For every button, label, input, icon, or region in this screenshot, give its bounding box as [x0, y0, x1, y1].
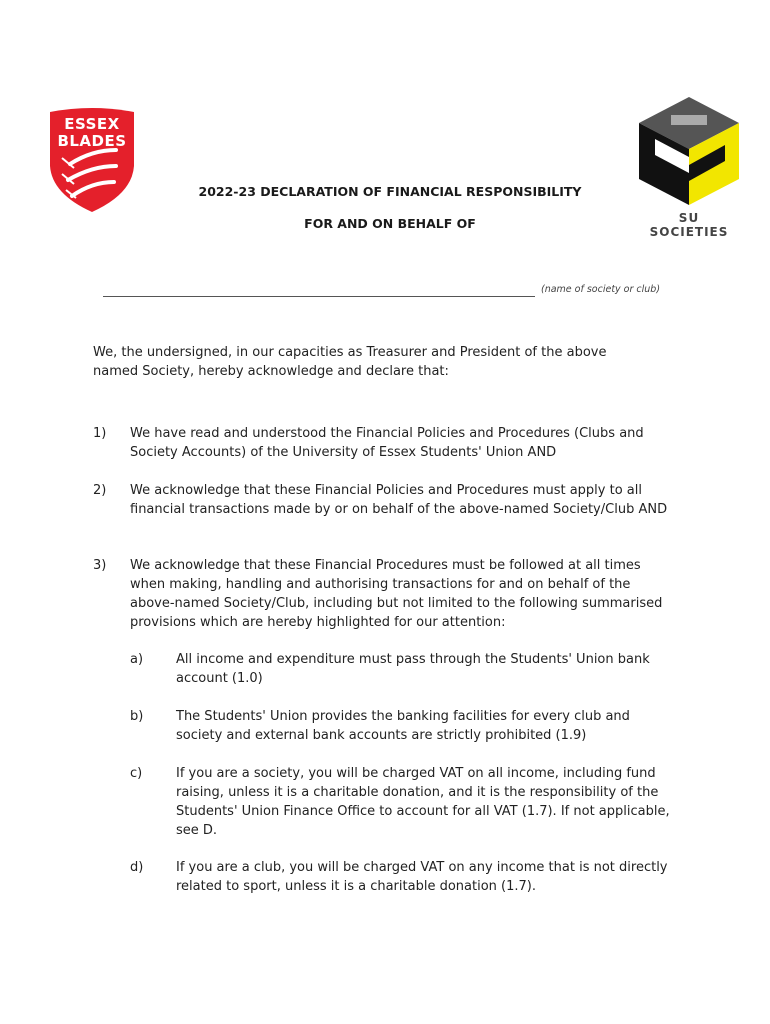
logo-text-line1: ESSEX	[64, 115, 120, 133]
list-item: We acknowledge that these Financial Policies and Procedures must apply to all financial transactions made by or on behalf of the above-named Society/Club AND	[130, 483, 668, 517]
su-societies-label: SU SOCIETIES	[649, 211, 729, 239]
document-subtitle: FOR AND ON BEHALF OF	[304, 216, 476, 231]
subitem-letter: c)	[130, 766, 143, 781]
society-name-field[interactable]	[103, 296, 535, 297]
logo-text-line2: BLADES	[57, 132, 127, 150]
document-title: 2022-23 DECLARATION OF FINANCIAL RESPONSIBILITY	[198, 184, 582, 199]
list-item: We have read and understood the Financial Policies and Procedures (Clubs and Society Accounts) of the University of Essex Students' Union AND	[130, 426, 644, 460]
subitem-letter: d)	[130, 860, 144, 875]
list-item: We acknowledge that these Financial Procedures must be followed at all times when making, handling and authorising transactions for and on behalf of the above-named Society/Club, including but not limited to the following summarised provisions which are hereby highlighted for our attention:	[130, 558, 663, 630]
item-number: 2)	[93, 483, 107, 498]
subitem-letter: b)	[130, 709, 144, 724]
item-number: 1)	[93, 426, 107, 441]
su-societies-logo	[637, 95, 741, 239]
item-number: 3)	[93, 558, 107, 573]
intro-paragraph: We, the undersigned, in our capacities as Treasurer and President of the above named Society, hereby acknowledge and declare that:	[93, 345, 607, 379]
society-name-hint: (name of society or club)	[541, 284, 661, 295]
sub-list-item: If you are a society, you will be charged VAT on all income, including fund raising, unless it is a charitable donation, and it is the responsibility of the Students' Union Finance Office to account for all VAT (1.7). If not applicable, see D.	[176, 766, 670, 838]
sub-list-item: If you are a club, you will be charged VAT on any income that is not directly related to sport, unless it is a charitable donation (1.7).	[176, 860, 668, 894]
sub-list-item: All income and expenditure must pass through the Students' Union bank account (1.0)	[176, 652, 650, 686]
sub-list-item: The Students' Union provides the banking facilities for every club and society and external bank accounts are strictly prohibited (1.9)	[176, 709, 630, 743]
subitem-letter: a)	[130, 652, 144, 667]
